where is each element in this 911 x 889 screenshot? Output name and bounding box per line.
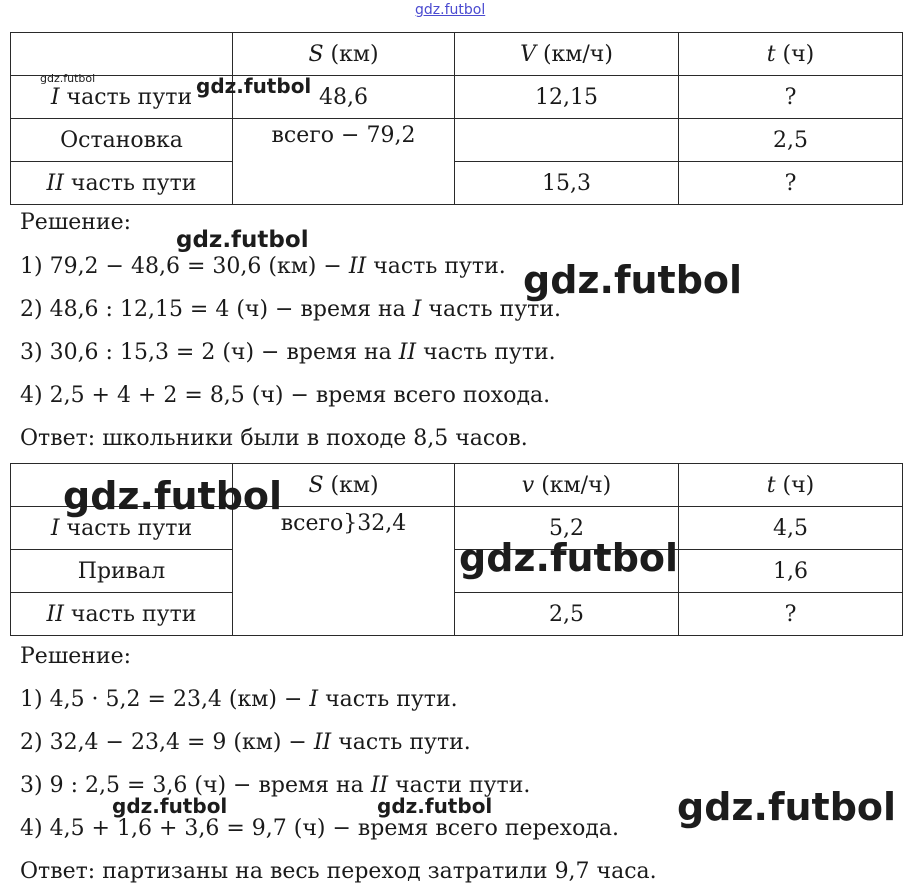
header-speed: v (км/ч) — [455, 464, 679, 507]
row-label: II часть пути — [11, 593, 233, 636]
cell-speed — [455, 119, 679, 162]
cell-time: ? — [679, 593, 903, 636]
header-distance: S (км) — [233, 33, 455, 76]
watermark: gdz.futbol — [112, 794, 228, 818]
header-time: t (ч) — [679, 464, 903, 507]
watermark: gdz.futbol — [523, 258, 743, 302]
answer-line: Ответ: партизаны на весь переход затратили 9,7 часа. — [20, 859, 657, 884]
watermark: gdz.futbol — [176, 227, 309, 253]
watermark: gdz.futbol — [196, 74, 312, 98]
table-row — [11, 76, 903, 119]
solution-line: 2) 32,4 − 23,4 = 9 (км) − II часть пути. — [20, 730, 471, 755]
watermark: gdz.futbol — [40, 72, 96, 85]
watermark: gdz.futbol — [677, 785, 897, 829]
header-time: t (ч) — [679, 33, 903, 76]
solution-line: 2) 48,6 : 12,15 = 4 (ч) − время на I часть пути. — [20, 297, 561, 322]
cell-speed: 5,2 — [455, 507, 679, 550]
table-header-row — [11, 33, 903, 76]
solution-line: 1) 4,5 · 5,2 = 23,4 (км) − I часть пути. — [20, 687, 458, 712]
answer-line: Ответ: школьники были в походе 8,5 часов. — [20, 426, 528, 451]
watermark-top-link[interactable]: gdz.futbol — [415, 2, 486, 18]
solution-line: 4) 2,5 + 4 + 2 = 8,5 (ч) − время всего похода. — [20, 383, 551, 408]
row-label: II часть пути — [11, 162, 233, 205]
cell-distance: 48,6 — [233, 76, 455, 119]
solution-heading: Решение: — [20, 210, 132, 235]
header-speed: V (км/ч) — [455, 33, 679, 76]
cell-time: 2,5 — [679, 119, 903, 162]
solution-line: 3) 30,6 : 15,3 = 2 (ч) − время на II часть пути. — [20, 340, 556, 365]
solution-heading: Решение: — [20, 644, 132, 669]
header-distance: S (км) — [233, 464, 455, 507]
cell-speed: 12,15 — [455, 76, 679, 119]
cell-distance-total: всего − 79,2 — [233, 119, 455, 205]
table-row — [11, 593, 903, 636]
cell-time: ? — [679, 162, 903, 205]
table-row — [11, 119, 903, 162]
table-row — [11, 550, 903, 593]
solution-line: 3) 9 : 2,5 = 3,6 (ч) − время на II части пути. — [20, 773, 531, 798]
cell-speed: 15,3 — [455, 162, 679, 205]
row-label: I часть пути — [11, 76, 233, 119]
watermark: gdz.futbol — [459, 536, 679, 580]
watermark: gdz.futbol — [377, 794, 493, 818]
solution-line: 1) 79,2 − 48,6 = 30,6 (км) − II часть пути. — [20, 254, 506, 279]
row-label: I часть пути — [11, 507, 233, 550]
table-row — [11, 162, 903, 205]
row-label: Привал — [11, 550, 233, 593]
cell-speed: 2,5 — [455, 593, 679, 636]
table-trip-1 — [10, 32, 903, 205]
cell-time: 1,6 — [679, 550, 903, 593]
watermark: gdz.futbol — [63, 474, 283, 518]
solution-line: 4) 4,5 + 1,6 + 3,6 = 9,7 (ч) − время всего перехода. — [20, 816, 619, 841]
header-empty-cell — [11, 33, 233, 76]
row-label: Остановка — [11, 119, 233, 162]
cell-time: 4,5 — [679, 507, 903, 550]
cell-distance-total: всего}32,4 — [233, 507, 455, 636]
cell-time: ? — [679, 76, 903, 119]
